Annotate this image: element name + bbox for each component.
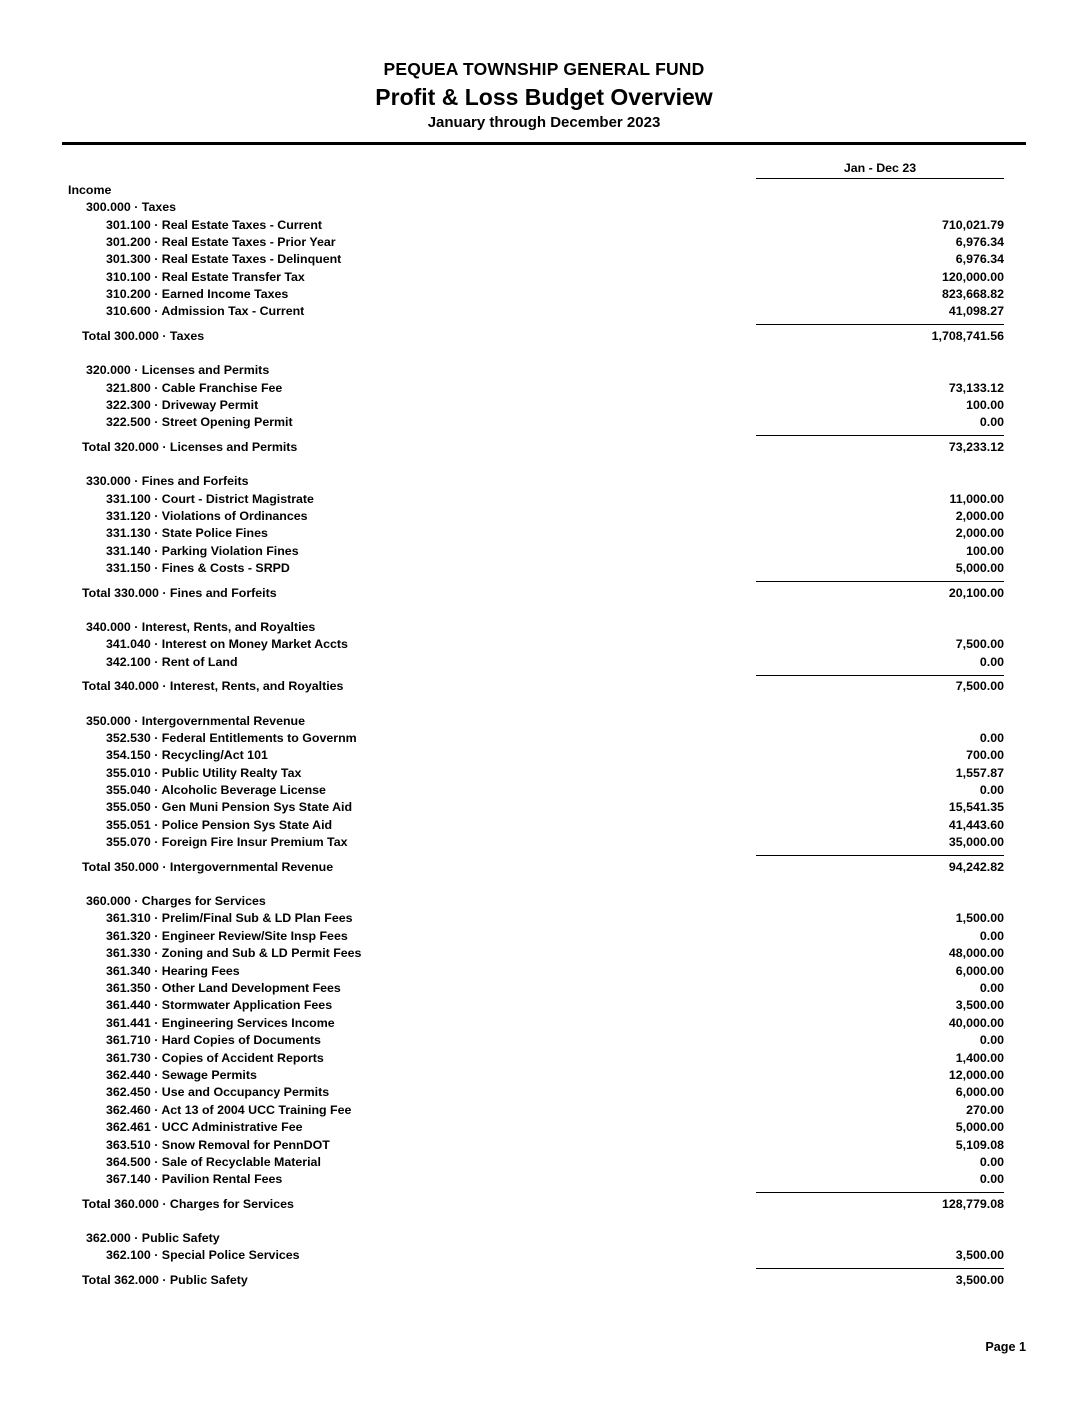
account-line-label: 361.441 · Engineering Services Income [106,1015,335,1030]
account-line-row [62,506,1026,523]
account-line-label: 355.010 · Public Utility Realty Tax [106,765,302,780]
account-line-row [62,832,1026,849]
subtotal-amount: 7,500.00 [955,679,1004,694]
subtotal-row [62,436,1026,453]
account-line-row [62,1065,1026,1082]
account-line-amount: 0.00 [979,928,1004,943]
account-line-row [62,377,1026,394]
subtotal-label: Total 362.000 · Public Safety [82,1272,248,1287]
account-line-amount: 0.00 [979,783,1004,798]
account-line-amount: 40,000.00 [948,1015,1004,1030]
subtotal-label: Total 340.000 · Interest, Rents, and Royalties [82,679,344,694]
account-line-row [62,995,1026,1012]
account-line-row [62,284,1026,301]
account-line-amount: 12,000.00 [948,1067,1004,1082]
subtotal-rule-blank [62,1262,700,1269]
account-line-label: 331.150 · Fines & Costs - SRPD [106,561,290,576]
account-line-row [62,943,1026,960]
account-line-amount: 0.00 [979,1154,1004,1169]
account-line-label: 301.300 · Real Estate Taxes - Delinquent [106,252,342,267]
account-group-label: 320.000 · Licenses and Permits [86,363,270,378]
subtotal-label: Total 300.000 · Taxes [82,328,205,343]
subtotal-rule-blank [62,575,700,582]
account-line-amount: 41,098.27 [948,304,1004,319]
account-line-label: 361.340 · Hearing Fees [106,963,240,978]
spacer-cell [62,343,1026,360]
account-line-row [62,249,1026,266]
subtotal-label: Total 330.000 · Fines and Forfeits [82,585,277,600]
account-line-label: 362.100 · Special Police Services [106,1248,300,1263]
section-spacer [62,454,1026,471]
account-line-row [62,1134,1026,1151]
account-line-label: 362.440 · Sewage Permits [106,1067,257,1082]
report-period: January through December 2023 [427,114,661,132]
account-line-label: 341.040 · Interest on Money Market Accts [106,637,348,652]
account-line-label: 331.130 · State Police Fines [106,526,268,541]
account-line-row [62,1047,1026,1064]
account-line-amount: 823,668.82 [941,287,1004,302]
spacer-cell [62,1211,1026,1228]
account-line-label: 331.120 · Violations of Ordinances [106,509,308,523]
subtotal-row [62,325,1026,342]
account-line-label: 355.051 · Police Pension Sys State Aid [106,817,333,832]
subtotal-rule-cell [700,669,1026,676]
section-spacer [62,600,1026,617]
account-line-amount: 6,000.00 [955,1085,1004,1100]
account-line-label: 361.440 · Stormwater Application Fees [106,998,333,1013]
account-line-row [62,780,1026,797]
account-group-label: 300.000 · Taxes [86,200,177,215]
account-line-amount: 5,109.08 [955,1137,1004,1152]
subtotal-rule-row [62,669,1026,676]
account-line-row [62,301,1026,318]
profit-loss-table [62,145,1026,1286]
subtotal-rule-blank [62,318,700,325]
account-line-amount: 270.00 [966,1102,1004,1117]
account-line-amount: 3,500.00 [955,998,1004,1013]
account-group-label: 330.000 · Fines and Forfeits [86,474,249,489]
subtotal-rule-row [62,849,1026,856]
account-line-label: 354.150 · Recycling/Act 101 [106,748,268,763]
account-line-row [62,1099,1026,1116]
account-line-row [62,745,1026,762]
account-line-label: 331.100 · Court - District Magistrate [106,491,314,506]
account-group-row [62,471,1026,488]
subtotal-rule-cell [700,849,1026,856]
account-line-row [62,651,1026,668]
subtotal-amount: 73,233.12 [948,439,1004,454]
subtotal-amount: 20,100.00 [948,585,1004,600]
account-line-amount: 7,500.00 [955,637,1004,652]
section-spacer [62,1211,1026,1228]
account-line-amount: 5,000.00 [955,1120,1004,1135]
page-number: Page 1 [985,1340,1026,1354]
column-header-amount-cell [700,145,1026,179]
account-line-amount: 41,443.60 [948,817,1004,832]
account-group-amount [700,1228,1026,1245]
subtotal-rule-blank [62,849,700,856]
account-line-row [62,523,1026,540]
account-line-label: 322.500 · Street Opening Permit [106,415,293,430]
account-line-amount: 15,541.35 [948,800,1004,815]
subtotal-rule-row [62,1262,1026,1269]
account-line-label: 362.461 · UCC Administrative Fee [106,1120,303,1135]
account-line-row [62,814,1026,831]
subtotal-rule-row [62,575,1026,582]
account-line-row [62,797,1026,814]
account-line-row [62,960,1026,977]
account-line-amount: 6,976.34 [955,252,1004,267]
account-line-label: 355.050 · Gen Muni Pension Sys State Aid [106,800,353,815]
account-line-amount: 11,000.00 [949,491,1004,506]
income-heading-amount [700,179,1026,196]
subtotal-row [62,676,1026,693]
account-line-label: 310.200 · Earned Income Taxes [106,287,289,302]
subtotal-rule-cell [700,1186,1026,1193]
account-line-row [62,1245,1026,1262]
subtotal-amount: 1,708,741.56 [931,328,1004,343]
account-line-row [62,488,1026,505]
account-line-amount: 73,133.12 [948,380,1004,395]
account-line-amount: 1,400.00 [955,1050,1004,1065]
account-line-amount: 700.00 [966,748,1004,763]
account-line-row [62,1117,1026,1134]
column-header-blank [62,145,700,179]
account-line-row [62,1012,1026,1029]
subtotal-amount: 94,242.82 [948,859,1004,874]
account-line-label: 361.350 · Other Land Development Fees [106,980,341,995]
account-group-amount [700,710,1026,727]
account-line-row [62,1082,1026,1099]
account-group-amount [700,891,1026,908]
account-group-amount [700,360,1026,377]
subtotal-rule-row [62,429,1026,436]
account-group-row [62,710,1026,727]
account-line-label: 352.530 · Federal Entitlements to Governm [106,730,357,745]
account-line-label: 321.800 · Cable Franchise Fee [106,380,283,395]
account-line-label: 361.710 · Hard Copies of Documents [106,1033,321,1048]
account-line-row [62,232,1026,249]
subtotal-row [62,856,1026,873]
account-line-amount: 1,500.00 [955,911,1004,926]
account-line-label: 342.100 · Rent of Land [106,654,238,669]
spacer-cell [62,454,1026,471]
account-group-label: 350.000 · Intergovernmental Revenue [86,713,305,728]
account-group-row [62,360,1026,377]
report-header [62,0,1026,133]
account-line-amount: 0.00 [979,415,1004,430]
subtotal-rule-blank [62,669,700,676]
report-title: Profit & Loss Budget Overview [375,83,713,110]
account-line-label: 361.330 · Zoning and Sub & LD Permit Fees [106,946,362,961]
section-spacer [62,343,1026,360]
subtotal-amount: 128,779.08 [941,1196,1004,1211]
spacer-cell [62,874,1026,891]
income-heading-row [62,179,1026,196]
account-group-label: 360.000 · Charges for Services [86,894,266,909]
account-line-row [62,266,1026,283]
account-line-label: 363.510 · Snow Removal for PennDOT [106,1137,330,1152]
income-heading: Income [68,182,112,197]
account-line-amount: 6,000.00 [955,963,1004,978]
account-line-amount: 100.00 [966,543,1004,558]
account-group-label: 340.000 · Interest, Rents, and Royalties [86,619,316,634]
subtotal-rule-cell [700,318,1026,325]
account-group-amount [700,471,1026,488]
company-name: PEQUEA TOWNSHIP GENERAL FUND [383,59,705,79]
account-line-label: 362.450 · Use and Occupancy Permits [106,1085,330,1100]
account-line-label: 322.300 · Driveway Permit [106,398,259,413]
subtotal-label: Total 350.000 · Intergovernmental Revenue [82,859,334,874]
account-line-amount: 35,000.00 [948,835,1004,850]
column-header-row [62,145,1026,179]
account-line-label: 361.320 · Engineer Review/Site Insp Fees [106,928,348,943]
account-line-amount: 0.00 [979,1172,1004,1187]
account-group-row [62,197,1026,214]
account-line-amount: 2,000.00 [955,526,1004,541]
subtotal-rule-row [62,318,1026,325]
account-line-row [62,634,1026,651]
subtotal-amount: 3,500.00 [955,1272,1004,1287]
subtotal-rule-row [62,1186,1026,1193]
account-line-label: 364.500 · Sale of Recyclable Material [106,1154,321,1169]
subtotal-rule-blank [62,429,700,436]
account-line-amount: 3,500.00 [955,1248,1004,1263]
account-line-amount: 5,000.00 [955,561,1004,576]
account-line-row [62,925,1026,942]
account-line-row [62,214,1026,231]
column-header-period: Jan - Dec 23 [756,161,1004,179]
section-spacer [62,874,1026,891]
account-group-amount [700,197,1026,214]
account-group-row [62,617,1026,634]
account-line-row [62,412,1026,429]
subtotal-label: Total 320.000 · Licenses and Permits [82,439,298,454]
account-line-row [62,762,1026,779]
account-line-row [62,728,1026,745]
account-line-row [62,1152,1026,1169]
account-line-amount: 100.00 [966,398,1004,413]
account-line-amount: 1,557.87 [955,765,1004,780]
account-group-amount [700,617,1026,634]
account-line-row [62,1169,1026,1186]
section-spacer [62,693,1026,710]
account-line-label: 301.100 · Real Estate Taxes - Current [106,217,323,232]
account-line-label: 331.140 · Parking Violation Fines [106,543,299,558]
account-group-label: 362.000 · Public Safety [86,1231,220,1246]
account-line-amount: 0.00 [979,980,1004,995]
account-line-row [62,395,1026,412]
account-line-amount: 120,000.00 [941,269,1004,284]
account-line-label: 355.070 · Foreign Fire Insur Premium Tax [106,835,348,850]
account-line-amount: 0.00 [979,654,1004,669]
subtotal-rule-blank [62,1186,700,1193]
account-line-row [62,908,1026,925]
account-line-label: 310.100 · Real Estate Transfer Tax [106,269,305,284]
account-line-row [62,978,1026,995]
account-line-row [62,540,1026,557]
account-group-row [62,891,1026,908]
account-line-label: 361.310 · Prelim/Final Sub & LD Plan Fees [106,911,353,926]
account-line-row [62,1030,1026,1047]
subtotal-row [62,1193,1026,1210]
account-line-label: 362.460 · Act 13 of 2004 UCC Training Fee [106,1102,352,1117]
account-line-label: 301.200 · Real Estate Taxes - Prior Year [106,234,336,249]
account-line-label: 361.730 · Copies of Accident Reports [106,1050,324,1065]
account-line-amount: 0.00 [979,1033,1004,1048]
account-line-amount: 48,000.00 [948,946,1004,961]
subtotal-row [62,1269,1026,1286]
account-line-label: 310.600 · Admission Tax - Current [106,304,305,319]
subtotal-label: Total 360.000 · Charges for Services [82,1196,294,1211]
account-line-label: 367.140 · Pavilion Rental Fees [106,1172,283,1187]
account-line-label: 355.040 · Alcoholic Beverage License [106,783,326,798]
subtotal-rule-cell [700,575,1026,582]
account-line-amount: 710,021.79 [941,217,1004,232]
subtotal-row [62,582,1026,599]
account-line-row [62,558,1026,575]
spacer-cell [62,693,1026,710]
subtotal-rule-cell [700,429,1026,436]
spacer-cell [62,600,1026,617]
account-group-row [62,1228,1026,1245]
account-line-amount: 6,976.34 [955,234,1004,249]
subtotal-rule-cell [700,1262,1026,1269]
account-line-amount: 0.00 [979,730,1004,745]
account-line-amount: 2,000.00 [955,509,1004,523]
